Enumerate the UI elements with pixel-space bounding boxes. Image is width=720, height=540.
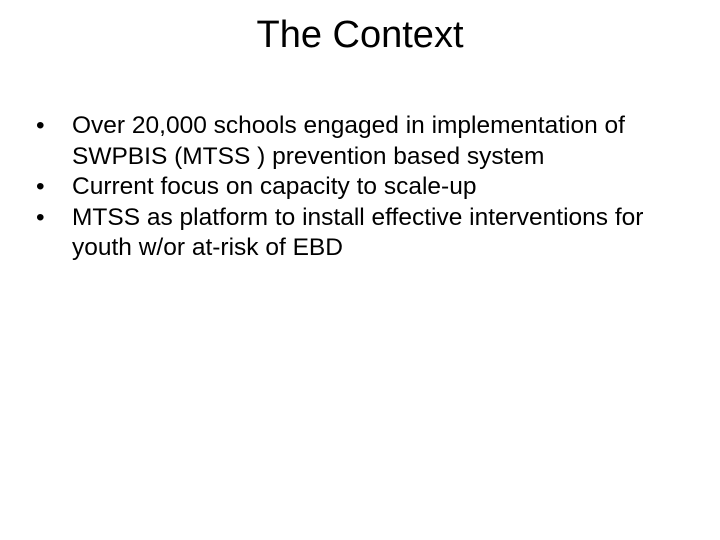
bullet-text: Over 20,000 schools engaged in implementation of SWPBIS (MTSS ) prevention based system [72, 112, 625, 170]
bullet-icon: • [36, 112, 45, 139]
bullet-text: MTSS as platform to install effective interventions for youth w/or at-risk of EBD [72, 203, 644, 261]
bullet-item [36, 111, 676, 172]
bullet-icon: • [36, 203, 45, 231]
slide-title: The Context [256, 14, 464, 56]
bullet-item [36, 172, 676, 203]
bullet-icon: • [36, 173, 45, 200]
bullet-item [36, 203, 676, 264]
bullet-text: Current focus on capacity to scale-up [72, 173, 477, 200]
bullet-list [36, 111, 676, 264]
